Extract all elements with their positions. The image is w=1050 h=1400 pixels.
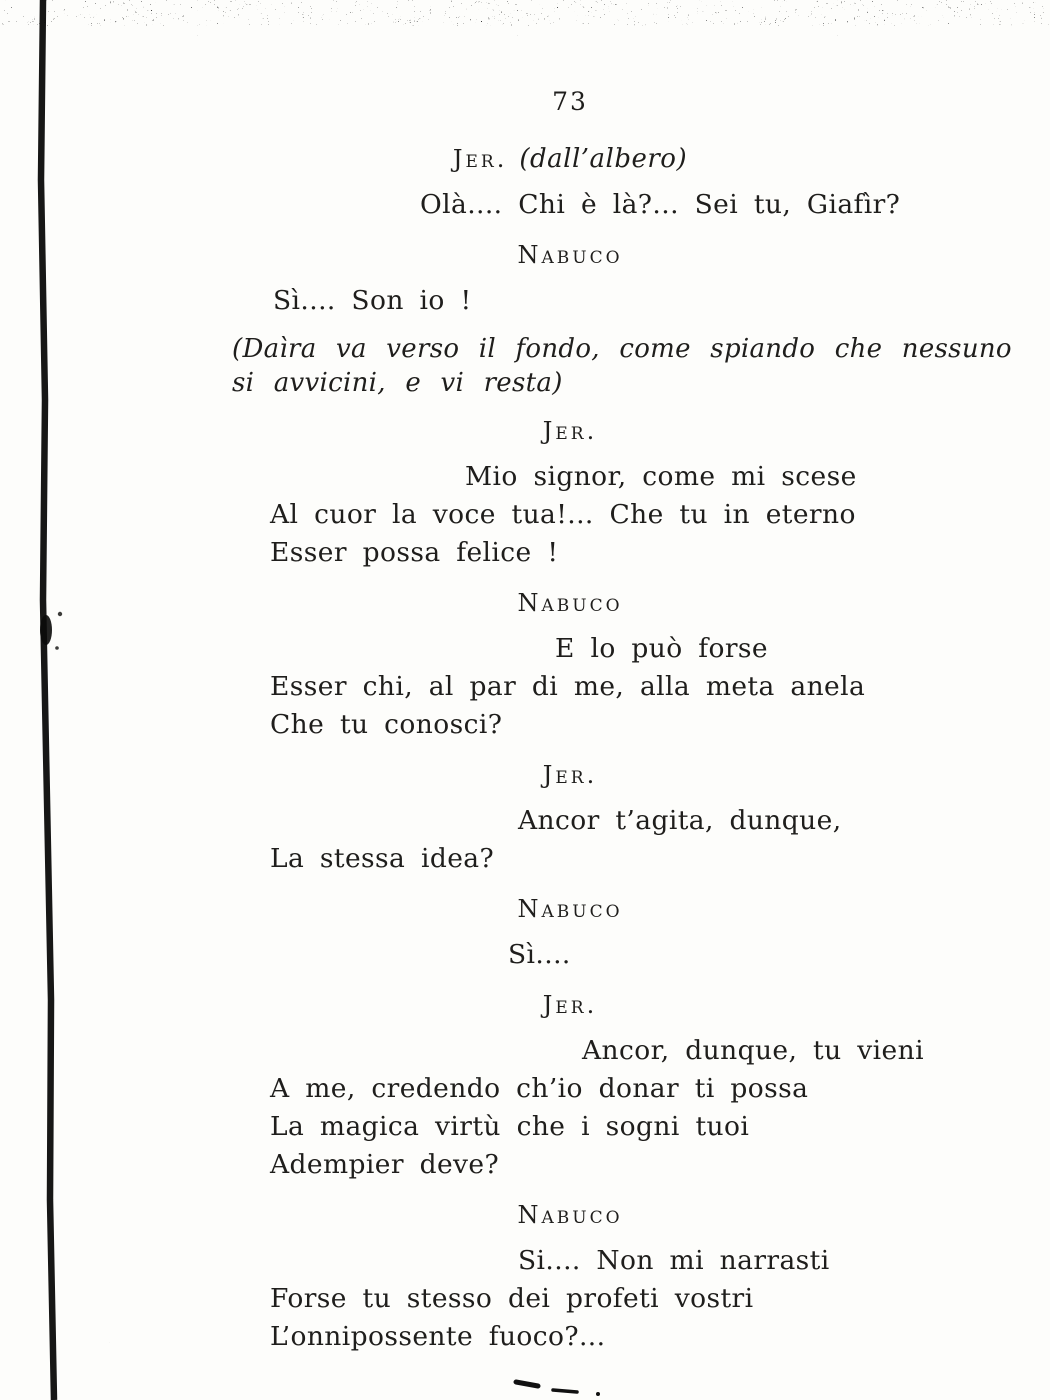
- verse-line: Forse tu stesso dei profeti vostri: [270, 1283, 754, 1314]
- text-column: [232, 86, 1012, 1356]
- stage-direction: [232, 332, 1012, 400]
- verse-line: Sì....: [508, 939, 571, 970]
- binding-line: [40, 0, 62, 1400]
- verse-line: Adempier deve?: [270, 1149, 500, 1180]
- verse-line: Che tu conosci?: [270, 709, 503, 740]
- stage-direction-line: si avvicini, e vi resta): [232, 368, 563, 398]
- verse-line: Al cuor la voce tua!... Che tu in eterno: [270, 499, 856, 530]
- verse-line: Sì.... Son io !: [273, 285, 472, 316]
- speaker-heading: Nabuco: [517, 895, 623, 923]
- speaker-heading: Nabuco: [517, 241, 623, 269]
- verse-line: E lo può forse: [555, 633, 769, 664]
- verse-line: Si.... Non mi narrasti: [518, 1245, 830, 1276]
- verse-line: A me, credendo ch’io donar ti possa: [270, 1073, 809, 1104]
- verse-line: Mio signor, come mi scese: [465, 461, 857, 492]
- speaker-heading: Nabuco: [517, 1201, 623, 1229]
- verse-line: Esser possa felice !: [270, 537, 559, 568]
- verse-line: La magica virtù che i sogni tuoi: [270, 1111, 750, 1142]
- verse-line: Esser chi, al par di me, alla meta anela: [270, 671, 866, 702]
- speaker-heading: Jer.: [542, 761, 598, 789]
- stage-direction-line: (Daìra va verso il fondo, come spiando che nessuno: [232, 334, 1012, 364]
- page-number: 73: [552, 87, 588, 116]
- verse-line: Ancor t’agita, dunque,: [518, 805, 842, 836]
- speaker-heading: Jer.: [542, 417, 598, 445]
- stray-marks-bottom: [516, 1382, 600, 1396]
- speaker-name: Jer.: [452, 145, 508, 173]
- verse-line: Ancor, dunque, tu vieni: [582, 1035, 924, 1066]
- verse-line: L’onnipossente fuoco?...: [270, 1321, 606, 1352]
- verse-line: Olà.... Chi è là?... Sei tu, Giafìr?: [420, 189, 901, 220]
- verse-line: La stessa idea?: [270, 843, 495, 874]
- speaker-heading: Nabuco: [517, 589, 623, 617]
- speaker-heading: Jer.: [542, 991, 598, 1019]
- speaker-heading: [270, 142, 870, 176]
- stage-direction-inline: (dall’albero): [519, 144, 688, 174]
